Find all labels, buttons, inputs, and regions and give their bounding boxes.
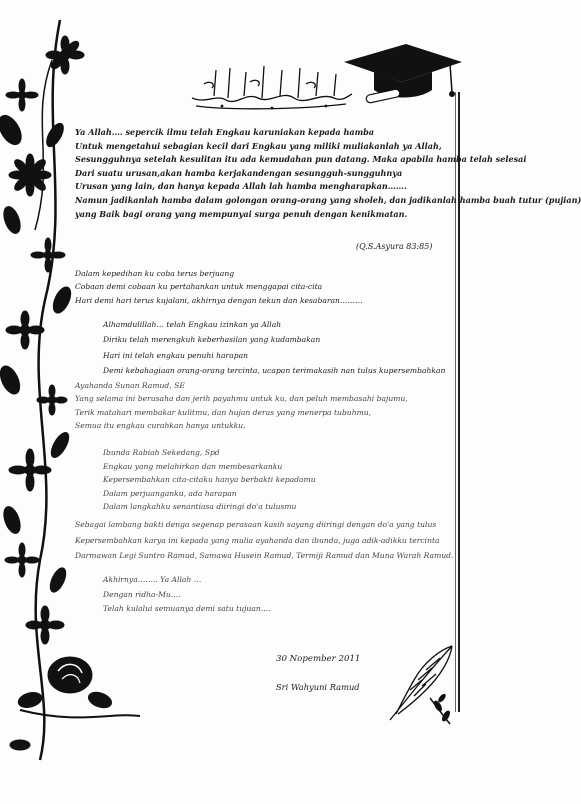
opening-prayer: [75, 126, 581, 221]
stanza-line: Dalam langkahku senantiasa diiringi do'a tulusmu: [103, 502, 297, 512]
mother-name: Ibunda Rabiah Sekedang, Spd: [103, 448, 220, 457]
stanza-line: Kepersembahkan cita-citaku hanya berbakti kepadamu: [103, 475, 316, 485]
dedication-mother: [103, 446, 316, 514]
stanza-line: Sebagai lambang bakti denga segenap perasaan kasih sayang diiringi dengan do'a yang tulus: [75, 520, 437, 529]
stanza-line: Semua itu engkau curahkan hanya untukku,: [75, 420, 246, 430]
quill-feather-icon: [380, 640, 460, 730]
stanza-line: Dalam perjuanganku, ada harapan: [103, 488, 237, 498]
dedication-father: [75, 379, 408, 432]
stanza-line: Cobaan demi cobaan ku pertahankan untuk menggapai cita-cita: [75, 282, 323, 292]
stanza-line: Yang selama ini berusaha dan jerih payahmu untuk ku, dan peluh membasahi bajumu,: [75, 394, 408, 404]
opening-line: Dari suatu urusan,akan hamba kerjakandengan sesungguh-sungguhnya: [75, 167, 403, 178]
stanza-line: Demi kebahagiaan orang-orang tercinta, ucapan terimakasih nan tulus kupersembahkan: [103, 365, 446, 375]
father-name: Ayahanda Sunan Ramud, SE: [75, 381, 185, 390]
opening-line: Urusan yang lain, dan hanya kepada Allah lah hamba mengharapkan…….: [75, 181, 407, 192]
dedication-family: [75, 517, 453, 564]
stanza-line: Engkau yang melahirkan dan membesarkanku: [103, 461, 283, 471]
stanza-line: Alhamdulillah… telah Engkau izinkan ya Allah: [103, 320, 282, 329]
stanza-line: Hari demi hari terus kujalani, akhirnya dengan tekun dan kesabaran………: [75, 295, 363, 305]
stanza-line: Darmawan Legi Suntro Ramud, Samawa Husein Ramud, Termiji Ramud dan Muna Warah Ramud.: [75, 551, 454, 561]
stanza-line: Diriku telah merengkuh keberhasilan yang kudambakan: [103, 335, 321, 345]
stanza-line: Akhirnya…….. Ya Allah …: [103, 575, 202, 584]
stanza-line: Hari ini telah engkau penuhi harapan: [103, 350, 248, 360]
opening-line: Untuk mengetahui sebagian kecil dari Engkau yang miliki muliakanlah ya Allah,: [75, 140, 442, 151]
opening-line: Ya Allah…. sepercik ilmu telah Engkau karuniakan kepada hamba: [75, 127, 375, 137]
stanza-line: Dengan ridha-Mu….: [103, 589, 181, 599]
closing-stanza: [103, 573, 271, 617]
opening-line: Sesungguhnya setelah kesulitan itu ada kemudahan pun datang. Maka apabila hamba telah selesai: [75, 154, 527, 165]
stanza-line: Kepersembahkan karya ini kepada yang mulia ayahanda dan ibunda, juga adik-adikku tercinta: [75, 535, 440, 545]
signature-name: Sri Wahyuni Ramud: [276, 682, 360, 692]
stanza-struggle: [75, 267, 363, 307]
signature-date: 30 Nopember 2011: [276, 654, 361, 664]
stanza-line: Dalam kepedihan ku coba terus berjuang: [75, 269, 235, 278]
graduation-cap-icon: [340, 42, 465, 112]
stanza-line: Telah kulalui semuanya demi satu tujuan….: [103, 604, 271, 613]
stanza-gratitude: [103, 317, 445, 378]
opening-line: Namun jadikanlah hamba dalam golongan orang-orang yang sholeh, dan jadikanlah hamba buah tutur (pujian): [75, 194, 581, 205]
bismillah-calligraphy-icon: [186, 60, 356, 112]
verse-reference: (Q.S.Asyura 83:85): [356, 242, 433, 251]
opening-line: yang Baik bagi orang yang mempunyai surga penuh dengan kenikmatan.: [75, 208, 408, 219]
stanza-line: Terik matahari membakar kulitmu, dan hujan deras yang menerpa tubuhmu,: [75, 407, 372, 417]
